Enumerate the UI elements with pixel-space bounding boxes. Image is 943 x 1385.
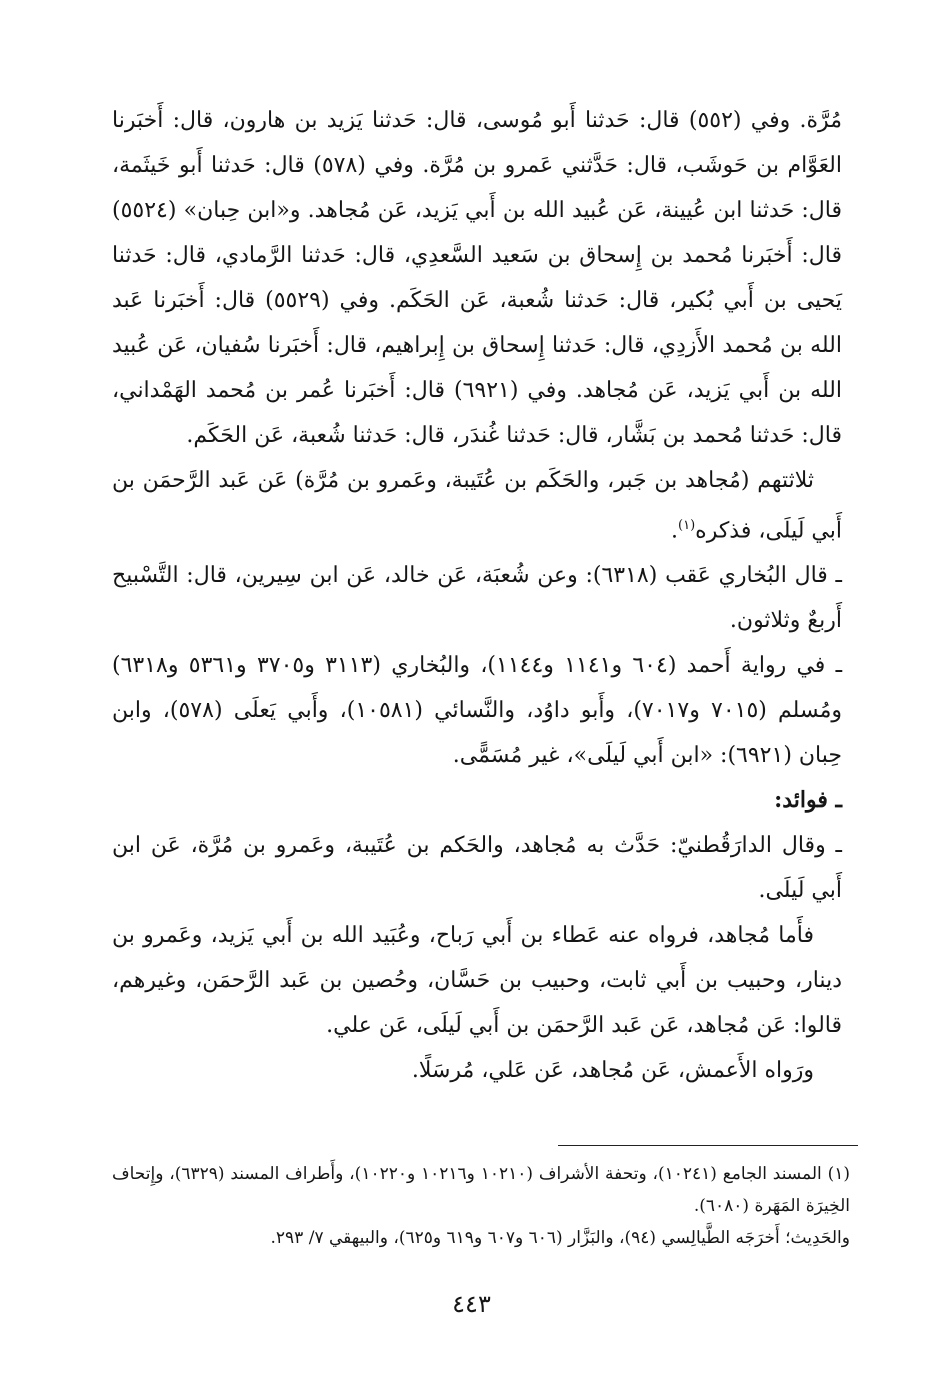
body-text bbox=[112, 98, 842, 1093]
paragraph-thalathatuhum-text: ثلاثتهم (مُجاهد بن جَبر، والحَكَم بن عُتَيبة، وعَمرو بن مُرَّة) عَن عَبد الرَّحمَن بن أَبي لَيلَى، فذكره bbox=[112, 468, 842, 544]
footnote-separator bbox=[558, 1145, 858, 1146]
page-number: ٤٤٣ bbox=[452, 1290, 491, 1318]
section-heading-fawaid: ـ فوائد: bbox=[774, 787, 842, 814]
paragraph-riwaya-note: ـ في رواية أَحمد (٦٠٤ و١١٤١ و١١٤٤)، والبُخاري (٣١١٣ و٣٧٠٥ و٥٣٦١ و٦٣١٨) ومُسلم (٧٠١٥ و٧٠١٧)، وأَبو داوُد، والنَّسائي (١٠٥٨١)، وأَبي يَعلَى (٥٧٨)، وابن حِبان (٦٩٢١): «ابن أَبي لَيلَى»، غير مُسَمًّى. bbox=[112, 653, 843, 769]
paragraph-bukhari-note: ـ قال البُخاري عَقب (٦٣١٨): وعن شُعبَة، عَن خالد، عَن ابن سِيرين، قال: التَّسْبيح أَربعٌ وثلاثون. bbox=[112, 563, 843, 634]
paragraph-thalathatuhum: ثلاثتهم (مُجاهد بن جَبر، والحَكَم بن عُتَيبة، وعَمرو بن مُرَّة) عَن عَبد الرَّحمَن بن أَبي لَيلَى، فذكره$^{(١)}$. bbox=[112, 468, 842, 544]
footnotes bbox=[112, 1158, 850, 1254]
footnote-2: والحَدِيث؛ أَخرَجَه الطَّيالِسي (٩٤)، والبَزَّار (٦٠٦ و٦٠٧ و٦١٩ و٦٢٥)، والبيهقي ٧/ ٢٩٣. bbox=[270, 1228, 850, 1248]
paragraph-isnad-chains: مُرَّة. وفي (٥٥٢) قال: حَدثنا أَبو مُوسى، قال: حَدثنا يَزيد بن هارون، قال: أَخبَرنا العَوَّام بن حَوشَب، قال: حَدَّثني عَمرو بن مُرَّة. وفي (٥٧٨) قال: حَدثنا أَبو خَيثَمة، قال: حَدثنا ابن عُيينة، عَن عُبيد الله بن أَبي يَزيد، عَن مُجاهد. و«ابن حِبان» (٥٥٢٤) قال: أَخبَرنا مُحمد بن إِسحاق بن سَعيد السَّعدِي، قال: حَدثنا الرَّمادي، قال: حَدثنا يَحيى بن أَبي بُكير، قال: حَدثنا شُعبة، عَن الحَكَم. وفي (٥٥٢٩) قال: أَخبَرنا عَبد الله بن مُحمد الأَزدِي، قال: حَدثنا إِسحاق بن إِبراهيم، قال: أَخبَرنا سُفيان، عَن عُبيد الله بن أَبي يَزيد، عَن مُجاهد. وفي (٦٩٢١) قال: أَخبَرنا عُمر بن مُحمد الهَمْداني، قال: حَدثنا مُحمد بن بَشَّار، قال: حَدثنا غُندَر، قال: حَدثنا شُعبة، عَن الحَكَم. bbox=[112, 108, 843, 448]
paragraph-amash: ورَواه الأَعمش، عَن مُجاهد، عَن عَلي، مُرسَلًا. bbox=[411, 1058, 814, 1084]
footnote-1: (١) المسند الجامع (١٠٢٤١)، وتحفة الأشراف (١٠٢١٠ و١٠٢١٦ و١٠٢٢٠)، وأَطراف المسند (٦٣٢٩)، وإِتحاف الخِيرَة المَهَرة (٦٠٨٠). bbox=[112, 1164, 850, 1216]
paragraph-mujahid: فأَما مُجاهد، فرواه عنه عَطاء بن أَبي رَباح، وعُبَيد الله بن أَبي يَزيد، وعَمرو بن دينار، وحبيب بن أَبي ثابت، وحبيب بن حَسَّان، وحُصين بن عَبد الرَّحمَن، وغيرهم، قالوا: عَن مُجاهد، عَن عَبد الرَّحمَن بن أَبي لَيلَى، عَن علي. bbox=[112, 923, 842, 1039]
footnote-reference[interactable]: (١) bbox=[678, 518, 696, 533]
paragraph-daraqutni: ـ وقال الدارَقُطنيّ: حَدَّث به مُجاهد، والحَكم بن عُتَيبة، وعَمرو بن مُرَّة، عَن ابن أَبي لَيلَى. bbox=[112, 833, 842, 904]
